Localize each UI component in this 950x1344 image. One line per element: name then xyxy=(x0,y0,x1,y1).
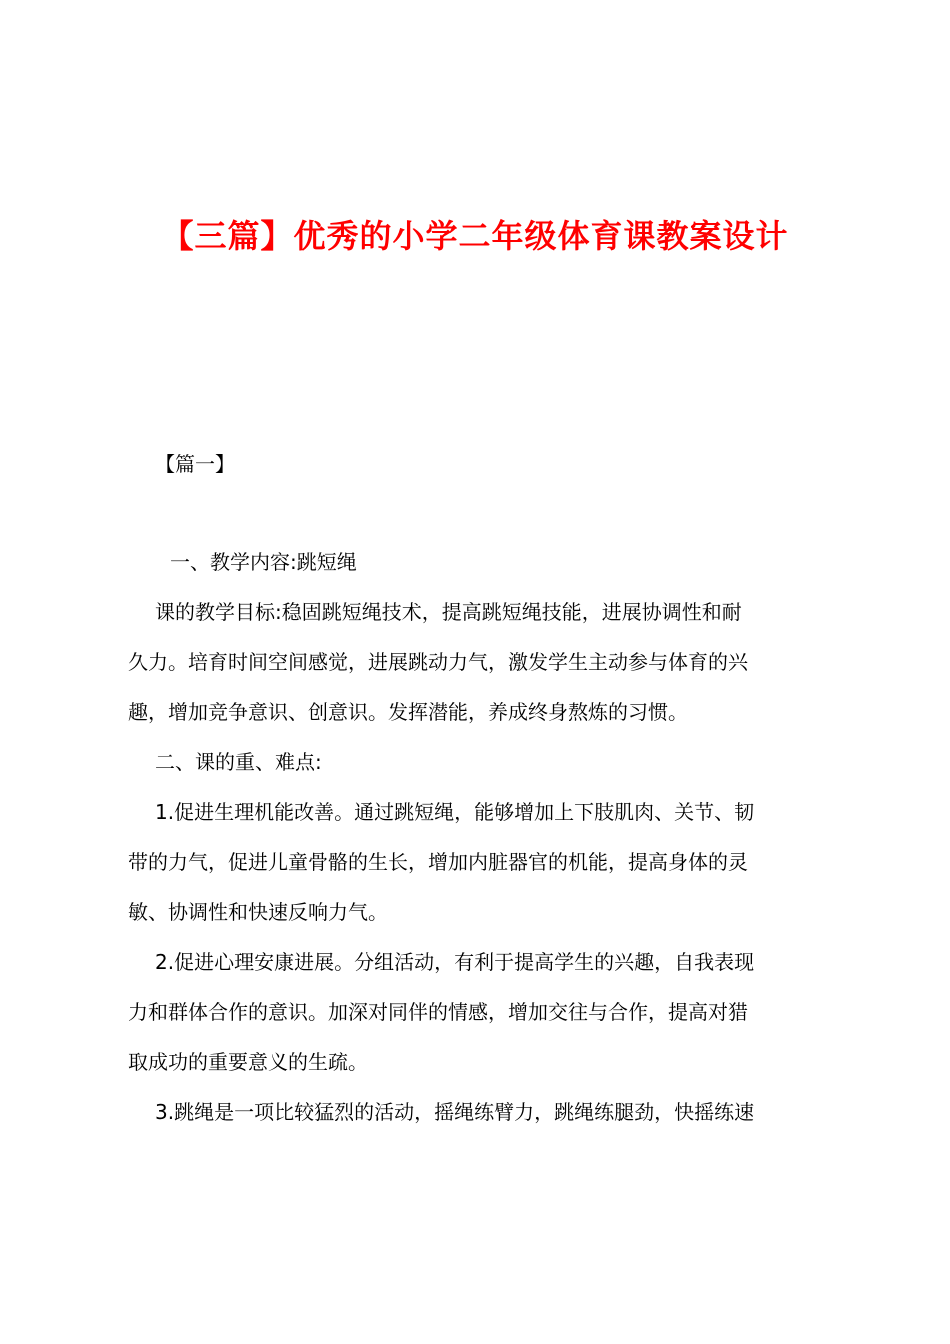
paragraph-line: 久力。培育时间空间感觉，进展跳动力气，激发学生主动参与体育的兴 xyxy=(128,650,748,674)
paragraph-line: 一、教学内容:跳短绳 xyxy=(170,550,357,574)
paragraph-line: 取成功的重要意义的生疏。 xyxy=(128,1050,368,1074)
paragraph-line: 力和群体合作的意识。加深对同伴的情感，增加交往与合作，提高对猎 xyxy=(128,1000,748,1024)
section-heading: 【篇一】 xyxy=(155,452,235,476)
paragraph-line: 2.促进心理安康进展。分组活动，有利于提高学生的兴趣，自我表现 xyxy=(155,950,755,974)
paragraph-line: 3.跳绳是一项比较猛烈的活动，摇绳练臂力，跳绳练腿劲，快摇练速 xyxy=(155,1100,755,1124)
paragraph-line: 带的力气，促进儿童骨骼的生长，增加内脏器官的机能，提高身体的灵 xyxy=(128,850,748,874)
document-title: 【三篇】优秀的小学二年级体育课教案设计 xyxy=(161,217,789,255)
paragraph-line: 二、课的重、难点: xyxy=(155,750,322,774)
paragraph-line: 课的教学目标:稳固跳短绳技术，提高跳短绳技能，进展协调性和耐 xyxy=(155,600,742,624)
paragraph-line: 趣，增加竞争意识、创意识。发挥潜能，养成终身熬炼的习惯。 xyxy=(128,700,688,724)
paragraph-line: 1.促进生理机能改善。通过跳短绳，能够增加上下肢肌肉、关节、韧 xyxy=(155,800,755,824)
paragraph-line: 敏、协调性和快速反响力气。 xyxy=(128,900,388,924)
